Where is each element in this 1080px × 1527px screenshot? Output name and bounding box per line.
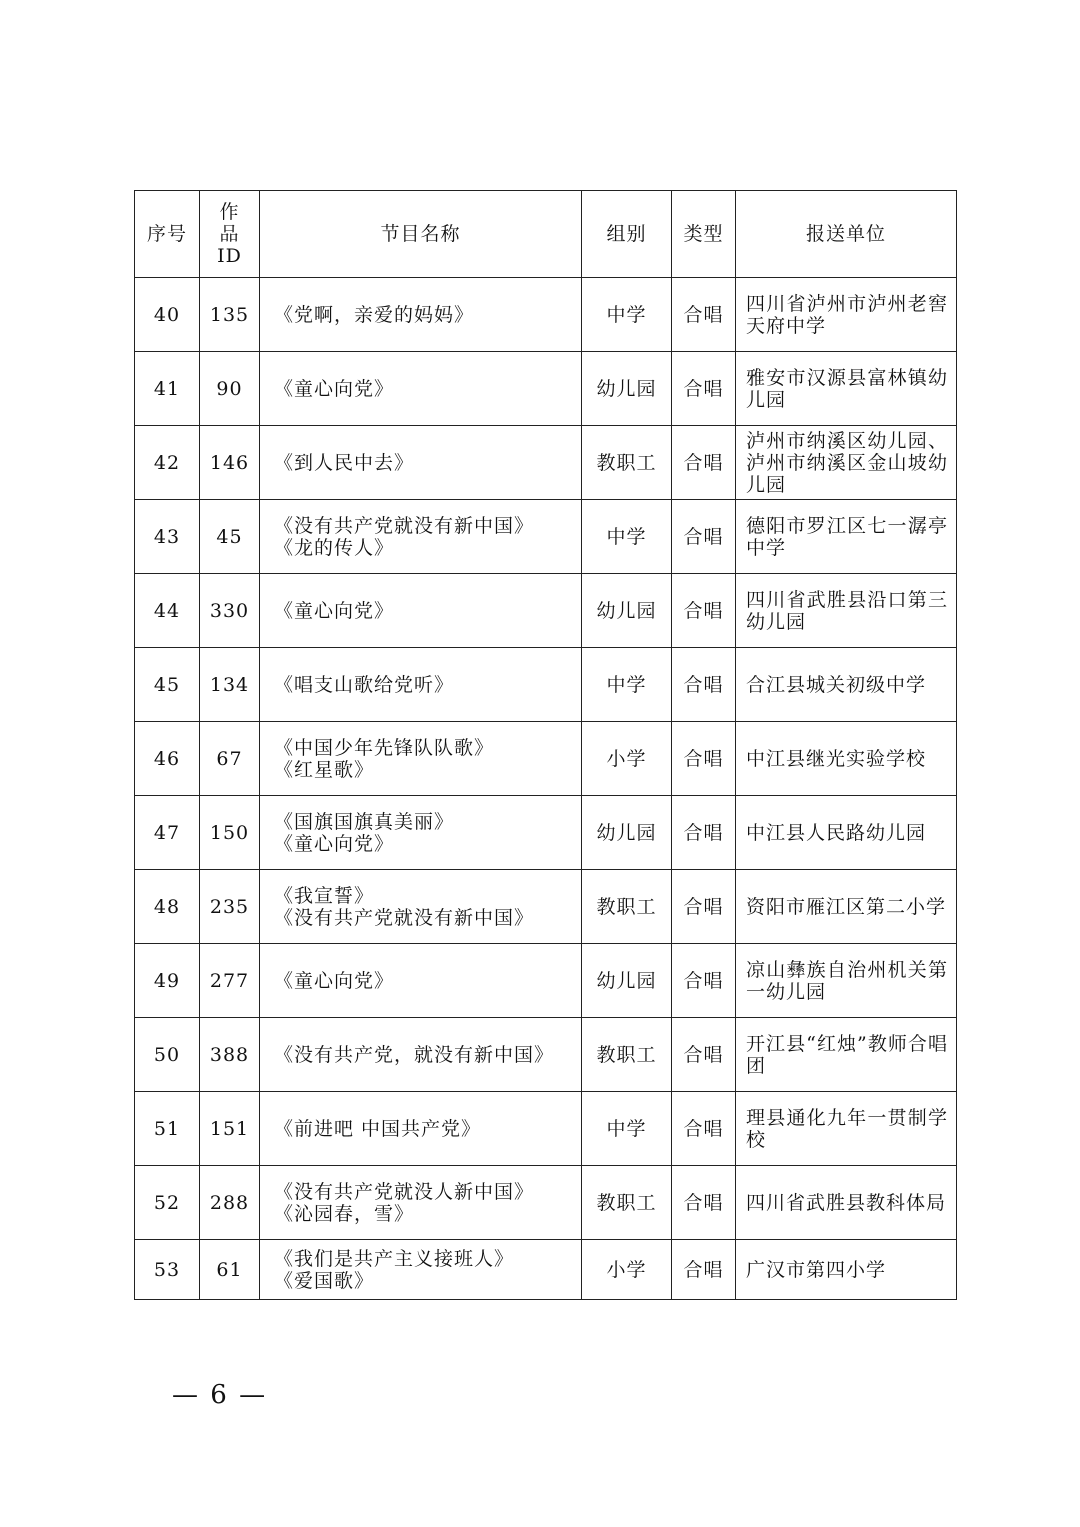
cell-unit: 凉山彝族自治州机关第一幼儿园 [736,944,957,1018]
cell-type: 合唱 [672,574,736,648]
cell-unit: 雅安市汉源县富林镇幼儿园 [736,352,957,426]
cell-seq: 45 [135,648,200,722]
table-row [135,278,957,352]
table-row [135,352,957,426]
cell-unit: 合江县城关初级中学 [736,648,957,722]
cell-type: 合唱 [672,944,736,1018]
program-name-line: 《童心向党》 [274,832,395,855]
cell-type: 合唱 [672,278,736,352]
table-row [135,1092,957,1166]
table-row [135,944,957,1018]
header-id-line: 品 [219,223,240,245]
cell-program-name [260,426,582,500]
cell-seq: 51 [135,1092,200,1166]
program-name-line: 《没有共产党，就没有新中国》 [274,1043,555,1066]
cell-type: 合唱 [672,1166,736,1240]
cell-unit: 资阳市雁江区第二小学 [736,870,957,944]
header-id-line: 作 [219,201,240,223]
cell-seq: 46 [135,722,200,796]
table-row [135,500,957,574]
cell-group: 小学 [582,722,672,796]
cell-type: 合唱 [672,1018,736,1092]
cell-id: 150 [200,796,260,870]
cell-seq: 41 [135,352,200,426]
cell-group: 教职工 [582,870,672,944]
table-row [135,1240,957,1300]
cell-program-name [260,574,582,648]
cell-id: 45 [200,500,260,574]
cell-type: 合唱 [672,722,736,796]
program-name-line: 《中国少年先锋队队歌》 [274,736,495,759]
cell-group: 幼儿园 [582,352,672,426]
table-row [135,796,957,870]
cell-group: 幼儿园 [582,944,672,1018]
program-name-line: 《我宣誓》 [274,884,375,907]
cell-id: 388 [200,1018,260,1092]
program-name-line: 《童心向党》 [274,377,395,400]
table-row [135,426,957,500]
program-name-line: 《国旗国旗真美丽》 [274,810,455,833]
cell-group: 幼儿园 [582,574,672,648]
cell-id: 151 [200,1092,260,1166]
cell-program-name [260,352,582,426]
table-row [135,722,957,796]
cell-unit: 四川省泸州市泸州老窖天府中学 [736,278,957,352]
program-table [134,190,957,1300]
cell-seq: 42 [135,426,200,500]
page-number: — 6 — [172,1380,268,1410]
program-name-line: 《没有共产党就没人新中国》 [274,1180,535,1203]
program-name-line: 《龙的传人》 [274,536,395,559]
cell-group: 教职工 [582,426,672,500]
cell-seq: 53 [135,1240,200,1300]
cell-type: 合唱 [672,648,736,722]
cell-id: 61 [200,1240,260,1300]
header-group: 组别 [582,191,672,278]
program-name-line: 《唱支山歌给党听》 [274,673,455,696]
cell-seq: 50 [135,1018,200,1092]
cell-type: 合唱 [672,352,736,426]
program-name-line: 《到人民中去》 [274,451,415,474]
cell-type: 合唱 [672,426,736,500]
cell-unit: 泸州市纳溪区幼儿园、泸州市纳溪区金山坡幼儿园 [736,426,957,500]
cell-program-name [260,1018,582,1092]
cell-unit: 中江县继光实验学校 [736,722,957,796]
cell-program-name [260,870,582,944]
cell-seq: 43 [135,500,200,574]
header-name: 节目名称 [260,191,582,278]
cell-program-name [260,1166,582,1240]
cell-id: 235 [200,870,260,944]
header-unit: 报送单位 [736,191,957,278]
cell-seq: 47 [135,796,200,870]
cell-unit: 广汉市第四小学 [736,1240,957,1300]
cell-type: 合唱 [672,870,736,944]
program-name-line: 《我们是共产主义接班人》 [274,1247,515,1270]
cell-group: 小学 [582,1240,672,1300]
cell-seq: 40 [135,278,200,352]
header-row [135,191,957,278]
cell-type: 合唱 [672,1092,736,1166]
cell-group: 中学 [582,278,672,352]
cell-type: 合唱 [672,796,736,870]
cell-program-name [260,944,582,1018]
cell-program-name [260,796,582,870]
cell-unit: 理县通化九年一贯制学校 [736,1092,957,1166]
cell-seq: 52 [135,1166,200,1240]
program-name-line: 《童心向党》 [274,969,395,992]
program-name-line: 《没有共产党就没有新中国》 [274,906,535,929]
cell-unit: 四川省武胜县沿口第三幼儿园 [736,574,957,648]
cell-program-name [260,500,582,574]
cell-group: 教职工 [582,1018,672,1092]
cell-program-name [260,722,582,796]
program-name-line: 《前进吧 中国共产党》 [274,1117,482,1140]
cell-unit: 中江县人民路幼儿园 [736,796,957,870]
cell-type: 合唱 [672,1240,736,1300]
cell-program-name [260,1092,582,1166]
cell-group: 中学 [582,500,672,574]
cell-program-name [260,1240,582,1300]
cell-id: 67 [200,722,260,796]
header-seq: 序号 [135,191,200,278]
header-type: 类型 [672,191,736,278]
cell-unit: 开江县“红烛”教师合唱团 [736,1018,957,1092]
cell-unit: 德阳市罗江区七一潺亭中学 [736,500,957,574]
cell-type: 合唱 [672,500,736,574]
table-row [135,870,957,944]
table-row [135,1018,957,1092]
cell-unit: 四川省武胜县教科体局 [736,1166,957,1240]
program-name-line: 《红星歌》 [274,758,375,781]
program-name-line: 《童心向党》 [274,599,395,622]
cell-group: 中学 [582,648,672,722]
cell-id: 146 [200,426,260,500]
cell-seq: 48 [135,870,200,944]
cell-id: 288 [200,1166,260,1240]
program-name-line: 《没有共产党就没有新中国》 [274,514,535,537]
cell-seq: 49 [135,944,200,1018]
cell-id: 330 [200,574,260,648]
program-name-line: 《沁园春，雪》 [274,1202,415,1225]
cell-group: 教职工 [582,1166,672,1240]
table-row [135,574,957,648]
table-body [135,278,957,1300]
cell-program-name [260,278,582,352]
header-id-line: ID [217,245,242,267]
cell-id: 134 [200,648,260,722]
table-row [135,648,957,722]
cell-program-name [260,648,582,722]
cell-group: 中学 [582,1092,672,1166]
header-id [200,191,260,278]
program-name-line: 《党啊，亲爱的妈妈》 [274,303,475,326]
cell-id: 277 [200,944,260,1018]
cell-id: 135 [200,278,260,352]
table-row [135,1166,957,1240]
cell-seq: 44 [135,574,200,648]
program-name-line: 《爱国歌》 [274,1269,375,1292]
cell-group: 幼儿园 [582,796,672,870]
cell-id: 90 [200,352,260,426]
